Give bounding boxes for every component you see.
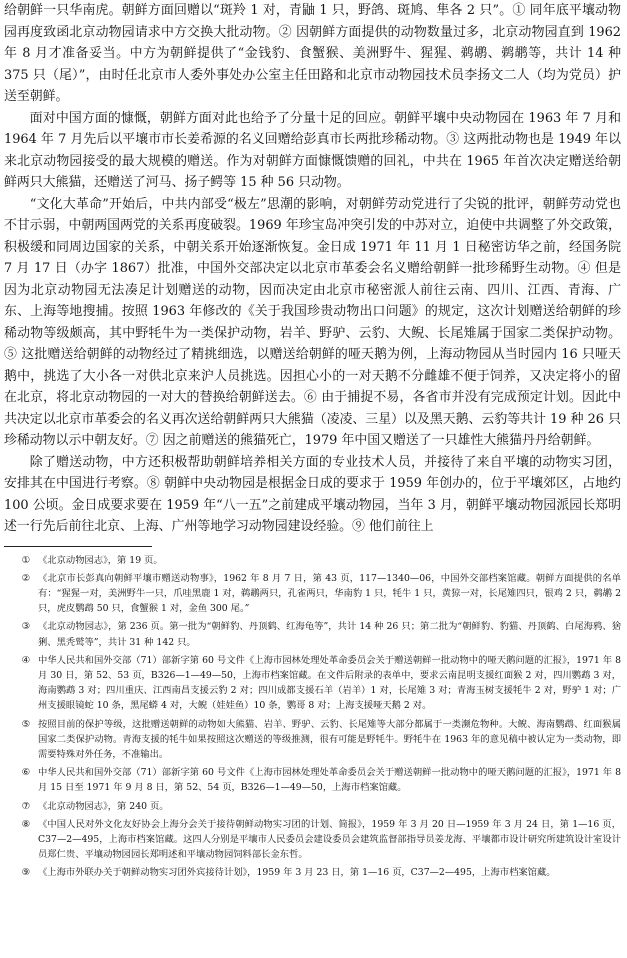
footnote bbox=[4, 865, 621, 880]
footnote bbox=[4, 799, 621, 814]
footnote-text: 《北京动物园志》，第 236 页。第一批为“朝鲜豹、丹顶鹤、红海龟等”，共计 14 种 26 只；第二批为“朝鲜豹、豹猫、丹顶鹤、白尾海鸦、猞猁、黑秃鹫等”，共计 31 种 142 只。 bbox=[38, 621, 621, 648]
footnote-text: 中华人民共和国外交部（71）部新字第 60 号文件《上海市园林处理处革命委员会关于赠送朝鲜一批动物中的哑天鹅问题的汇报》，1971 年 8 月 30 日，第 52、53 页，B326—1—49—50，上海市档案馆藏。在文件后附录的表单中，要求云南昆明支援红面猴 2 对，四川鹦鹉 3 对，海南鹦鹉 3 对；四川重庆、江西南昌支援云豹 2 对；四川成都支援石羊（岩羊）1 对，长尾雉 3 对；青海玉树支援牦牛 2 对，野驴 1 对；广州支援眼镜蛇 10 条，黑尾蟒 4 对，大鲵（娃娃鱼）10 条，鹦哥 8 对；上海支援哑天鹅 2 对。 bbox=[38, 654, 621, 712]
footnote-number: ② bbox=[21, 572, 30, 584]
footnote bbox=[4, 765, 621, 795]
footnote-number: ① bbox=[21, 554, 30, 566]
footnote bbox=[4, 619, 621, 649]
footnote bbox=[4, 553, 621, 568]
footnote-number: ⑥ bbox=[21, 767, 30, 779]
footnote-number: ⑨ bbox=[21, 867, 30, 879]
paragraph-4: 除了赠送动物，中方还积极帮助朝鲜培养相关方面的专业技术人员，并接待了来自平壤的动物实习团，安排其在中国进行考察。⑧ 朝鲜中央动物园是根据金日成的要求于 1959 年创办的，位于平壤郊区，占地约 100 公顷。金日成要求要在 1959 年“八一五”之前建成平壤动物园，当年 3 月，朝鲜平壤动物园派园长郑明述一行先后前往北京、上海、广州等地学习动物园建设经验。⑨ 他们前往上 bbox=[4, 454, 621, 534]
footnote-number: ⑧ bbox=[21, 818, 30, 830]
paragraph-2: 面对中国方面的慷慨，朝鲜方面对此也给予了分量十足的回应。朝鲜平壤中央动物园在 1963 年 7 月和 1964 年 7 月先后以平壤市市长姜希源的名义回赠给彭真市长两批珍稀动物。③ 这两批动物也是 1949 年以来北京动物园接受的最大规模的赠送。作为对朝鲜方面慷慨馈赠的回礼，中共在 1965 年首次决定赠送给朝鲜两只大熊猫，还赠送了河马、扬子鳄等 15 种 56 只动物。 bbox=[4, 110, 621, 190]
paragraph-3: “文化大革命”开始后，中共内部受“极左”思潮的影响，对朝鲜劳动党进行了尖锐的批评，朝鲜劳动党也不甘示弱，中朝两国两党的关系再度破裂。1969 年珍宝岛冲突引发的中苏对立，迫使中共调整了外交政策，积极缓和同周边国家的关系，中朝关系开始逐渐恢复。金日成 1971 年 11 月 1 日秘密访华之前，经国务院 7 月 17 日（办字 1867）批准，中国外交部决定以北京市革委会名义赠给朝鲜一批珍稀野生动物。④ 但是因为北京动物园无法凑足计划赠送的动物，因而决定由北京市秘密派人前往云南、四川、江西、青海、广东、上海等地搜捕。按照 1963 年修改的《关于我国珍贵动物出口问题》的规定，这次计划赠送给朝鲜的珍稀动物等级颇高，其中野牦牛为一类保护动物，岩羊、野驴、云豹、大鲵、长尾雉属于国家二类保护动物。⑤ 这批赠送给朝鲜的动物经过了精挑细选，以赠送给朝鲜的哑天鹅为例，上海动物园从当时园内 16 只哑天鹅中，挑选了大小各一对供北京来沪人员挑选。因担心小的一对天鹅不分雌雄不便于饲养，又决定将小的留在北京，将北京动物园的一对大的替换给朝鲜送去。⑥ 由于捕捉不易，各省市并没有完成预定计划。因此中共决定以北京市革委会的名义再次送给朝鲜两只大熊猫（凌凌、三星）以及黑天鹅、云豹等共计 19 种 26 只珍稀动物以示中朝友好。⑦ 因之前赠送的熊猫死亡，1979 年中国又赠送了一只雄性大熊猫丹丹给朝鲜。 bbox=[4, 196, 621, 448]
footnote-number: ④ bbox=[21, 654, 30, 666]
paragraph-1: 给朝鲜一只华南虎。朝鲜方面回赠以“斑羚 1 对，青鼬 1 只，野鸽、斑鸠、隼各 2 只”。① 同年底平壤动物园再度致函北京动物园请求中方交换大批动物。② 因朝鲜方面提供的动物数量过多，北京动物园直到 1962 年 8 月才准备妥当。中方为朝鲜提供了“金钱豹、食蟹猴、美洲野牛、猩猩、鹈鹕、鹈鹕等，共计 14 种 375 只（尾）”，由时任北京市人委外事处办公室主任田路和北京市动物园技术员李扬文二人（均为党员）护送至朝鲜。 bbox=[4, 3, 621, 104]
footnote bbox=[4, 571, 621, 617]
footnote-text: 中华人民共和国外交部（71）部新字第 60 号文件《上海市园林处理处革命委员会关于赠送朝鲜一批动物中的哑天鹅问题的汇报》，1971 年 8 月 15 日至 1971 年 9 月 8 日，第 52、54 页，B326—1—49—50，上海市档案馆藏。 bbox=[38, 767, 621, 794]
footnote-text: 《北京动物园志》，第 19 页。 bbox=[38, 554, 163, 566]
body-text bbox=[4, 0, 621, 538]
footnotes bbox=[4, 553, 621, 881]
footnote-text: 《北京市长彭真向朝鲜平壤市赠送动物事》，1962 年 8 月 7 日，第 43 页，117—1340—06，中国外交部档案馆藏。朝鲜方面提供的名单有：“猩猩一对，美洲野牛一只，爪哇黑鹿 1 对，鹈鹕两只，孔雀两只，华南豹 1 只，牦牛 1 只，黄猄一对，长尾雉四只，银鸡 2 只，鹈鹕 2 只，虎皮鹦鹉 50 只，食蟹猴 1 对，金鱼 300 尾。” bbox=[38, 572, 621, 615]
footnote-text: 《上海市外联办关于朝鲜动物实习团外宾接待计划》，1959 年 3 月 23 日，第 1—16 页，C37—2—495，上海市档案馆藏。 bbox=[38, 867, 556, 879]
footnote bbox=[4, 717, 621, 763]
footnote-number: ⑤ bbox=[21, 718, 30, 730]
footnote-text: 《北京动物园志》，第 240 页。 bbox=[38, 800, 169, 812]
footnote-number: ③ bbox=[21, 621, 30, 633]
footnote-divider bbox=[4, 546, 152, 547]
footnote bbox=[4, 817, 621, 863]
footnote-text: 按照目前的保护等级，这批赠送朝鲜的动物如大熊猫、岩羊、野驴、云豹、长尾雉等大部分都属于一类濒危物种。大鲵、海南鹦鹉、红面猴属国家二类保护动物。青海支援的牦牛如果按照这次赠送的等级推测，很有可能是野牦牛。野牦牛在 1963 年的意见稿中被认定为一类动物，即需要特殊对外任务，不准输出。 bbox=[38, 718, 621, 760]
footnote-number: ⑦ bbox=[21, 800, 30, 812]
footnote bbox=[4, 653, 621, 714]
footnote-text: 《中国人民对外文化友好协会上海分会关于接待朝鲜动物实习团的计划、简报》，1959 年 3 月 20 日—1959 年 3 月 24 日，第 1—16 页，C37—2—495，上海市档案馆藏。这四人分别是平壤市人民委员会建设委员会建筑监督部指导员姜龙海、平壤都市设计研究所建筑设计室设计员郑仁贵、平壤动物园园长郑明述和平壤动物园饲料部长金东哲。 bbox=[38, 818, 621, 861]
